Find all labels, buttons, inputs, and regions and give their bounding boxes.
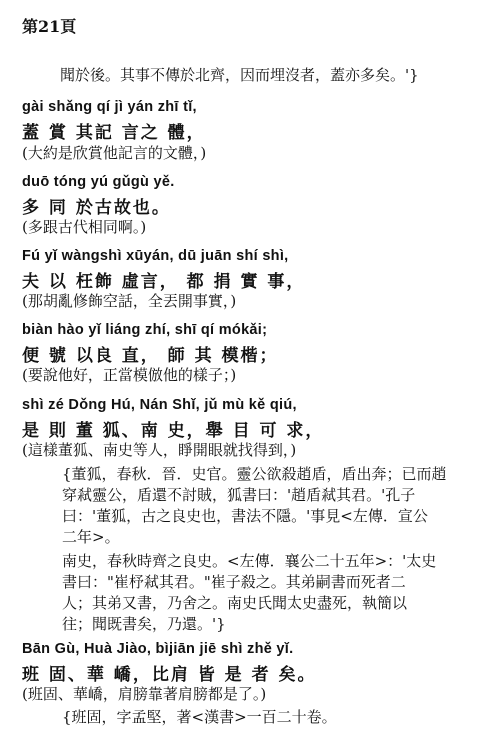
hanzi-line: 班 固、華 嶠，比肩 皆 是 者 矣。 (22, 665, 317, 685)
translation-line: (多跟古代相同啊。) (22, 218, 147, 236)
pinyin-line: Bān Gù, Huà Jiào, bìjiān jiē shì zhě yǐ. (22, 641, 294, 657)
note-line: 曰：'董狐，古之良史也，書法不隱。'事見<左傳．宣公 (62, 507, 428, 525)
translation-line: (那胡亂修飾空話，全丟開事實，) (22, 292, 237, 310)
translation-line: (這樣董狐、南史等人，睜開眼就找得到，) (22, 441, 297, 459)
translation-line: (要說他好，正當模倣他的樣子；) (22, 366, 237, 384)
pinyin-line: duō tóng yú gǔgù yě. (22, 174, 175, 190)
pinyin-line: shì zé Dǒng Hú, Nán Shǐ, jǔ mù kě qiú, (22, 397, 297, 413)
hanzi-line: 蓋 賞 其記 言之 體， (22, 123, 206, 143)
hanzi-line: 是 則 董 狐、南 史，舉 目 可 求， (22, 421, 325, 441)
note-line: {班固，字孟堅，著<漢書>一百二十卷。 (62, 708, 337, 726)
hanzi-line: 便 號 以良 直， 師 其 模楷； (22, 346, 279, 366)
translation-line: (大約是欣賞他記言的文體，) (22, 144, 207, 162)
note-line: 二年>。 (62, 528, 120, 546)
page-number: 第21頁 (22, 17, 77, 36)
pinyin-line: gài shǎng qí jì yán zhī tǐ, (22, 99, 197, 115)
pinyin-line: biàn hào yǐ liáng zhí, shī qí mókǎi; (22, 322, 268, 338)
note-line: 書曰："崔杼弒其君。"崔子殺之。其弟嗣書而死者二 (62, 573, 406, 591)
pinyin-line: Fú yǐ wàngshì xūyán, dū juān shí shì, (22, 248, 289, 264)
translation-line: (班固、華嶠，肩膀靠著肩膀都是了。) (22, 685, 267, 703)
note-line: 南史，春秋時齊之良史。<左傳．襄公二十五年>：'太史 (62, 552, 437, 570)
intro-line: 聞於後。其事不傳於北齊，因而埋沒者，蓋亦多矣。'} (60, 66, 419, 84)
note-line: 往；聞既書矣，乃還。'} (62, 615, 226, 633)
note-line: {董狐，春秋．晉．史官。靈公欲殺趙盾，盾出奔；已而趙 (62, 465, 447, 483)
hanzi-line: 多 同 於古故也。 (22, 198, 171, 218)
hanzi-line: 夫 以 枉飾 虛言， 都 捐 實 事， (22, 272, 306, 292)
note-line: 穿弒靈公，盾還不討賊，狐書曰：'趙盾弒其君。'孔子 (62, 486, 416, 504)
note-line: 人；其弟又書，乃舍之。南史氏聞太史盡死，執簡以 (62, 594, 408, 612)
